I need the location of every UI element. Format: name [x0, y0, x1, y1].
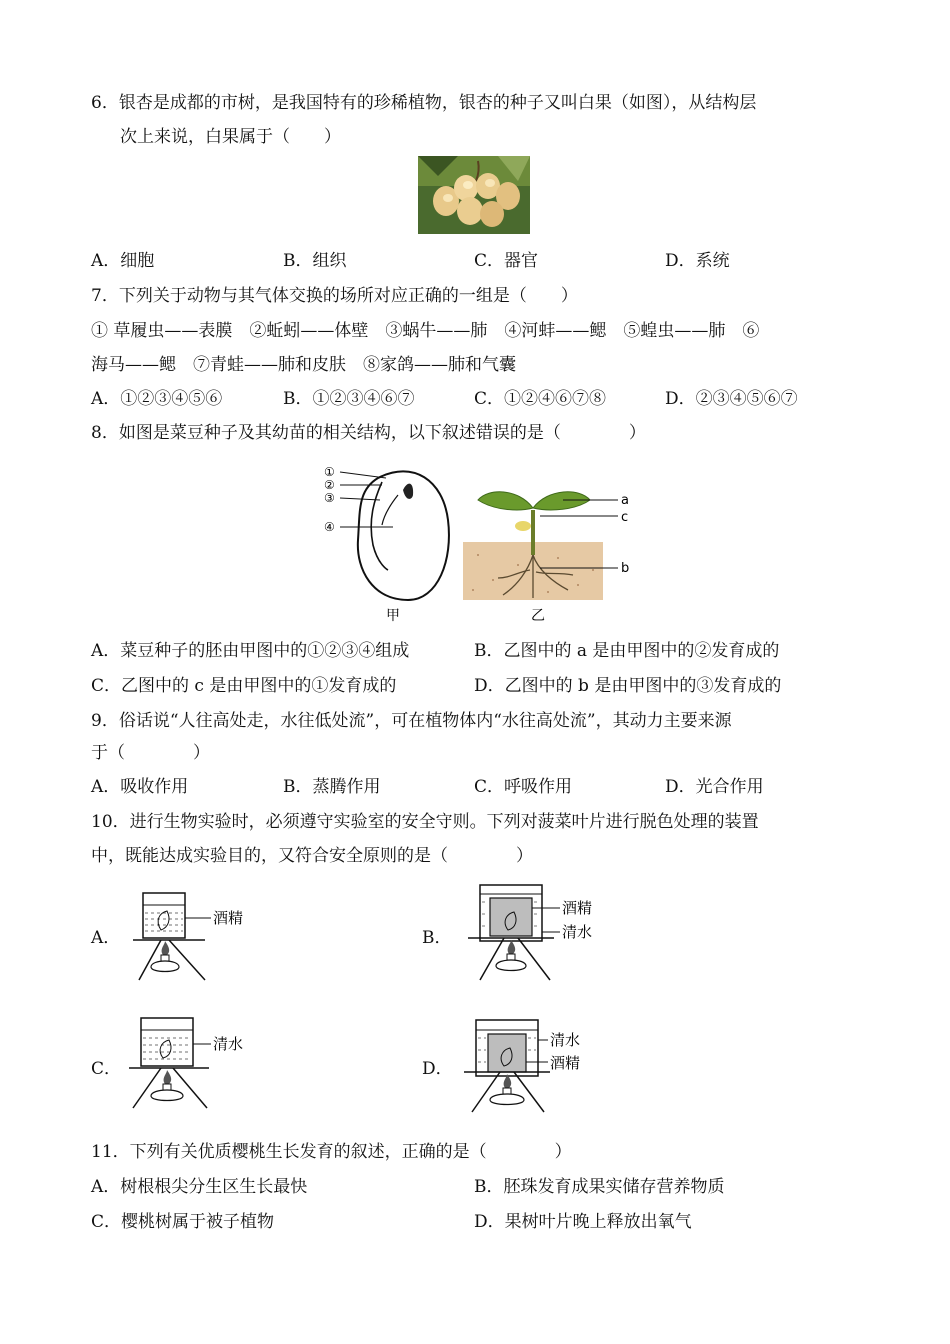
- q7-option-c: C．①②④⑥⑦⑧: [474, 389, 607, 409]
- q11-option-a: A．树根根尖分生区生长最快: [91, 1177, 308, 1197]
- q7-list-line2: 海马——鳃 ⑦青蛙——肺和皮肤 ⑧家鸽——肺和气囊: [91, 355, 516, 375]
- apparatus-d-alcohol-label: 酒精: [550, 1054, 581, 1072]
- q8-option-c: C．乙图中的 c 是由甲图中的①发育成的: [91, 676, 397, 696]
- q11-option-b: B．胚珠发育成果实储存营养物质: [474, 1177, 725, 1197]
- seedling-label-c: c: [621, 510, 629, 525]
- q7-option-d: D．②③④⑤⑥⑦: [665, 389, 798, 409]
- seedling-label-b: b: [621, 561, 630, 576]
- seed-label-1: ①: [324, 465, 335, 479]
- q7-list-line1: ① 草履虫——表膜 ②蚯蚓——体壁 ③蜗牛——肺 ④河蚌——鳃 ⑤蝗虫——肺 ⑥: [91, 321, 760, 341]
- q11-option-c: C．樱桃树属于被子植物: [91, 1212, 275, 1232]
- apparatus-d-water-label: 清水: [550, 1031, 581, 1049]
- ginkgo-seed-photo: [418, 156, 530, 239]
- q6-option-c: C．器官: [474, 251, 539, 271]
- q9-stem-line1: 9．俗话说“人往高处走，水往低处流”，可在植物体内“水往高处流”，其动力主要来源: [91, 711, 732, 731]
- apparatus-b-alcohol-label: 酒精: [562, 899, 593, 917]
- apparatus-c-water-label: 清水: [213, 1035, 244, 1053]
- q7-option-b: B．①②③④⑥⑦: [283, 389, 415, 409]
- q10-option-b-label: B．: [422, 928, 452, 948]
- q10-option-c-label: C．: [91, 1059, 122, 1079]
- q8-option-d: D．乙图中的 b 是由甲图中的③发育成的: [474, 676, 782, 696]
- seed-label-4: ④: [324, 520, 335, 534]
- q6-option-a: A．细胞: [91, 251, 155, 271]
- apparatus-a: [125, 885, 265, 990]
- q8-stem: 8．如图是菜豆种子及其幼苗的相关结构，以下叙述错误的是（ ）: [91, 423, 646, 443]
- seed-label-3: ③: [324, 491, 335, 505]
- q10-stem-line1: 10．进行生物实验时，必须遵守实验室的安全守则。下列对菠菜叶片进行脱色处理的装置: [91, 812, 759, 832]
- apparatus-a-alcohol-label: 酒精: [213, 909, 244, 927]
- seedling-label-a: a: [621, 493, 629, 508]
- apparatus-c: [125, 1012, 265, 1117]
- q7-option-a: A．①②③④⑤⑥: [91, 389, 223, 409]
- q9-option-a: A．吸收作用: [91, 777, 189, 797]
- figure-label-jia: 甲: [386, 608, 400, 624]
- q7-stem: 7．下列关于动物与其气体交换的场所对应正确的一组是（ ）: [91, 286, 578, 306]
- q9-option-c: C．呼吸作用: [474, 777, 573, 797]
- figure-label-yi: 乙: [531, 608, 545, 624]
- q8-option-a: A．菜豆种子的胚由甲图中的①②③④组成: [91, 641, 410, 661]
- q6-stem-line2: 次上来说，白果属于（ ）: [120, 127, 341, 147]
- q11-option-d: D．果树叶片晚上释放出氧气: [474, 1212, 692, 1232]
- q11-stem: 11．下列有关优质樱桃生长发育的叙述，正确的是（ ）: [91, 1142, 572, 1162]
- q9-stem-line2: 于（ ）: [91, 743, 210, 763]
- apparatus-b: [460, 880, 610, 990]
- bean-seed-figure: [318, 460, 648, 633]
- q10-option-a-label: A．: [91, 928, 121, 948]
- q9-option-d: D．光合作用: [665, 777, 764, 797]
- q6-option-d: D．系统: [665, 251, 730, 271]
- q9-option-b: B．蒸腾作用: [283, 777, 381, 797]
- q10-option-d-label: D．: [422, 1059, 453, 1079]
- seed-label-2: ②: [324, 478, 335, 492]
- q8-option-b: B．乙图中的 a 是由甲图中的②发育成的: [474, 641, 780, 661]
- q10-stem-line2: 中，既能达成实验目的，又符合安全原则的是（ ）: [91, 846, 533, 866]
- apparatus-b-water-label: 清水: [562, 923, 593, 941]
- q6-stem-line1: 6．银杏是成都的市树，是我国特有的珍稀植物，银杏的种子又叫白果（如图），从结构层: [91, 93, 757, 113]
- q6-option-b: B．组织: [283, 251, 347, 271]
- apparatus-d: [460, 1012, 610, 1122]
